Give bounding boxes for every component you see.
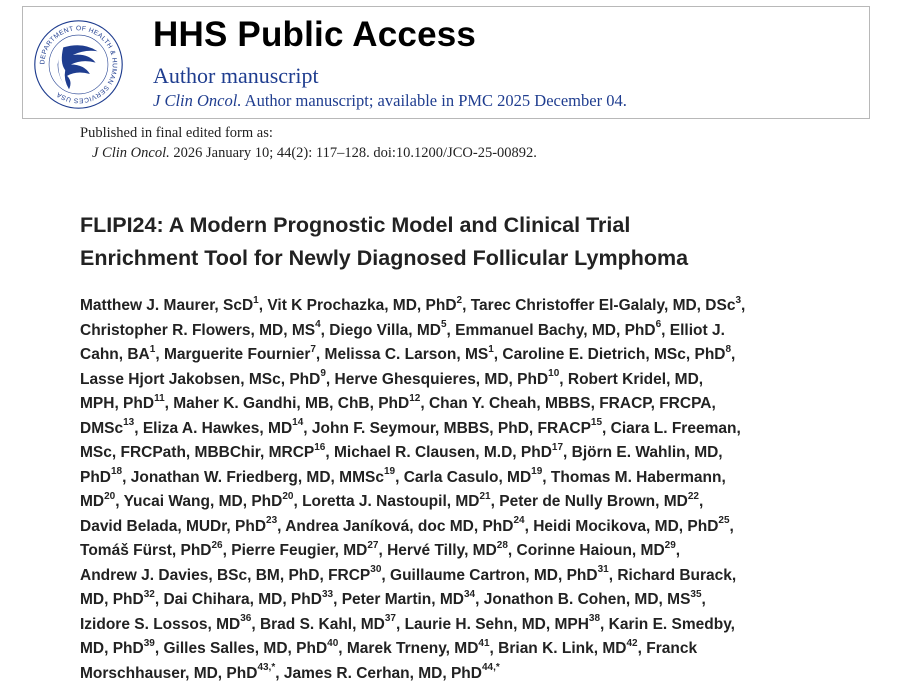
- author-line: [80, 466, 890, 491]
- author-separator: ,: [741, 297, 746, 314]
- author-name: DMSc$^{13}$: [80, 417, 135, 437]
- author-separator: ,: [462, 297, 471, 314]
- affiliation-number: 20: [104, 490, 116, 502]
- author-name: Corinne Haioun, MD$^{29}$: [516, 539, 676, 559]
- affiliation-number: 41: [478, 637, 490, 649]
- author-separator: ,: [222, 542, 232, 559]
- affiliation-number: 9: [320, 368, 326, 380]
- affiliation-number: 32: [143, 588, 155, 600]
- author-name: Caroline E. Dietrich, MSc, PhD$^8$: [502, 343, 732, 363]
- author-line: [80, 441, 890, 466]
- author-name: Chan Y. Cheah, MBBS, FRACP, FRCPA,: [428, 395, 716, 412]
- author-name: Guillaume Cartron, MD, PhD$^{31}$: [390, 564, 609, 584]
- author-separator: ,: [122, 468, 131, 486]
- author-separator: ,: [333, 591, 342, 608]
- author-name: Lasse Hjort Jakobsen, MSc, PhD$^9$: [80, 368, 326, 388]
- author-name: MSc, FRCPath, MBBChir, MRCP$^{16}$: [80, 441, 326, 461]
- affiliation-number: 37: [384, 613, 396, 625]
- author-separator: ,: [507, 542, 517, 559]
- author-separator: ,: [661, 321, 670, 339]
- author-name: Loretta J. Nastoupil, MD$^{21}$: [302, 490, 491, 510]
- author-separator: ,: [446, 321, 456, 339]
- citation-journal: J Clin Oncol.: [92, 145, 170, 161]
- affiliation-number: 6: [655, 319, 662, 331]
- author-line: [80, 662, 890, 687]
- affiliation-number: 12: [409, 392, 421, 404]
- author-name: Richard Burack,: [617, 566, 737, 584]
- affiliation-number: 34: [464, 588, 476, 600]
- author-separator: ,: [395, 468, 404, 486]
- author-line: [80, 319, 890, 344]
- author-separator: ,: [729, 517, 734, 535]
- banner-journal[interactable]: J Clin Oncol.: [153, 91, 242, 110]
- author-name: Ciara L. Freeman,: [610, 419, 741, 437]
- affiliation-number: 1: [149, 343, 156, 355]
- author-name: John F. Seymour, MBBS, PhD, FRACP$^{15}$: [311, 417, 603, 437]
- author-separator: ,: [489, 640, 499, 657]
- author-name: Andrew J. Davies, BSc, BM, PhD, FRCP$^{30}$: [80, 564, 382, 584]
- author-separator: ,: [675, 542, 681, 559]
- banner-availability: [153, 91, 627, 111]
- affiliation-number: 43,*: [257, 662, 276, 674]
- affiliation-number: 8: [725, 343, 732, 355]
- author-separator: ,: [378, 542, 388, 559]
- affiliation-number: 31: [597, 564, 609, 576]
- author-separator: ,: [602, 419, 611, 437]
- affiliation-number: 36: [240, 613, 252, 625]
- citation: [92, 145, 537, 162]
- author-line: [80, 490, 890, 515]
- affiliation-number: 40: [327, 637, 339, 649]
- author-line: [80, 564, 890, 589]
- author-separator: ,: [381, 566, 391, 584]
- affiliation-number: 19: [531, 466, 543, 478]
- author-separator: ,: [420, 395, 429, 412]
- author-list: [80, 294, 890, 686]
- author-separator: ,: [493, 346, 503, 363]
- affiliation-number: 15: [590, 417, 603, 429]
- author-separator: ,: [251, 615, 260, 633]
- author-name: Gilles Salles, MD, PhD$^{40}$: [163, 637, 339, 657]
- author-separator: ,: [164, 395, 174, 412]
- author-name: Heidi Mocikova, MD, PhD$^{25}$: [533, 515, 730, 535]
- author-separator: ,: [475, 591, 484, 608]
- author-separator: ,: [338, 640, 347, 657]
- author-separator: ,: [731, 346, 736, 363]
- author-name: Marguerite Fournier$^7$: [163, 343, 316, 363]
- author-name: Dai Chihara, MD, PhD$^{33}$: [163, 588, 334, 608]
- affiliation-number: 4: [315, 319, 321, 331]
- author-line: [80, 343, 890, 368]
- author-separator: ,: [320, 321, 330, 339]
- affiliation-number: 16: [314, 441, 326, 453]
- author-name: Andrea Janíková, doc MD, PhD$^{24}$: [285, 515, 525, 535]
- author-separator: ,: [154, 591, 164, 608]
- affiliation-number: 25: [718, 515, 730, 527]
- svg-text:DEPARTMENT OF HEALTH & HUMAN S: [39, 25, 118, 104]
- author-name: Izidore S. Lossos, MD$^{36}$: [80, 613, 252, 633]
- author-name: Christopher R. Flowers, MD, $MS^4$: [80, 319, 321, 339]
- affiliation-number: 38: [588, 613, 601, 625]
- affiliation-number: 28: [496, 539, 508, 551]
- hhs-banner: [22, 6, 870, 119]
- author-name: Jonathan W. Friedberg, MD, MMSc$^{19}$: [130, 466, 396, 486]
- banner-title: HHS Public Access: [153, 15, 477, 54]
- author-line: [80, 392, 890, 417]
- author-name: Thomas M. Habermann,: [550, 468, 726, 486]
- banner-subtitle: Author manuscript: [153, 63, 319, 88]
- author-separator: ,: [134, 419, 143, 437]
- author-name: Vit K Prochazka, MD, PhD$^2$: [267, 294, 463, 314]
- author-line: [80, 294, 890, 319]
- affiliation-number: 33: [321, 588, 334, 600]
- affiliation-number: 26: [211, 539, 223, 551]
- author-name: Melissa C. Larson, $MS^1$: [324, 343, 494, 363]
- author-name: Franck: [646, 640, 698, 657]
- author-separator: ,: [637, 640, 647, 657]
- author-name: Pierre Feugier, MD$^{27}$: [231, 539, 379, 559]
- affiliation-number: 18: [111, 466, 123, 478]
- author-name: Hervé Tilly, MD$^{28}$: [387, 539, 508, 559]
- article-title: [80, 209, 880, 275]
- author-separator: ,: [303, 419, 312, 437]
- affiliation-number: 11: [154, 392, 165, 404]
- author-name: Morschhauser, MD, PhD$^{43,*}$: [80, 662, 276, 682]
- author-line: [80, 417, 890, 442]
- author-name: Yucai Wang, MD, PhD$^{20}$: [123, 490, 294, 510]
- author-name: Elliot J.: [669, 321, 725, 339]
- author-name: Matthew J. Maurer, ScD$^1$: [80, 294, 259, 314]
- seal-text: DEPARTMENT OF HEALTH & HUMAN SERVICES USA: [39, 25, 118, 104]
- affiliation-number: 14: [292, 417, 304, 429]
- author-separator: ,: [600, 615, 609, 633]
- author-line: [80, 515, 890, 540]
- author-line: [80, 588, 890, 613]
- author-separator: ,: [395, 615, 405, 633]
- author-separator: ,: [559, 370, 568, 388]
- author-separator: ,: [698, 493, 704, 510]
- affiliation-number: 29: [664, 539, 676, 551]
- author-name: PhD$^{18}$: [80, 466, 123, 486]
- author-separator: ,: [608, 566, 618, 584]
- affiliation-number: 10: [548, 368, 560, 380]
- author-name: Jonathon B. Cohen, MD, MS$^{35}$: [483, 588, 702, 608]
- author-name: MD$^{20}$: [80, 490, 116, 510]
- affiliation-number: 44,*: [481, 662, 500, 674]
- affiliation-number: 42: [626, 637, 638, 649]
- affiliation-number: 20: [282, 490, 294, 502]
- affiliation-number: 5: [440, 319, 447, 331]
- author-separator: ,: [154, 640, 164, 657]
- author-separator: ,: [277, 517, 286, 535]
- author-separator: ,: [325, 444, 334, 461]
- author-separator: ,: [293, 493, 303, 510]
- affiliation-number: 1: [253, 294, 259, 306]
- author-name: James R. Cerhan, MD, PhD$^{44,*}$: [283, 662, 500, 682]
- author-name: Brad S. Kahl, MD$^{37}$: [259, 613, 396, 633]
- affiliation-number: 39: [143, 637, 155, 649]
- author-name: Peter de Nully Brown, MD$^{22}$: [499, 490, 699, 510]
- author-separator: ,: [115, 493, 124, 510]
- author-name: Tarec Christoffer El-Galaly, MD, DSc$^3$: [470, 294, 741, 314]
- author-name: Eliza A. Hawkes, MD$^{14}$: [142, 417, 304, 437]
- affiliation-number: 13: [123, 417, 135, 429]
- author-name: Herve Ghesquieres, MD, PhD$^{10}$: [334, 368, 560, 388]
- author-line: [80, 613, 890, 638]
- author-separator: ,: [155, 346, 164, 363]
- author-name: Emmanuel Bachy, MD, PhD$^6$: [455, 319, 662, 339]
- author-name: Karin E. Smedby,: [608, 615, 735, 633]
- author-line: [80, 539, 890, 564]
- hhs-seal-icon: [31, 17, 126, 112]
- author-separator: ,: [258, 297, 268, 314]
- author-separator: ,: [325, 370, 335, 388]
- affiliation-number: 7: [310, 343, 316, 355]
- affiliation-number: 19: [383, 466, 396, 478]
- author-name: Tomáš Fürst, PhD$^{26}$: [80, 539, 223, 559]
- author-separator: ,: [524, 517, 534, 535]
- author-name: Marek Trneny, MD$^{41}$: [346, 637, 490, 657]
- author-name: MPH, PhD$^{11}$: [80, 392, 165, 412]
- affiliation-number: 1: [488, 343, 494, 355]
- author-separator: ,: [275, 664, 284, 682]
- author-name: Maher K. Gandhi, MB, ChB, PhD$^{12}$: [173, 392, 421, 412]
- author-separator: ,: [490, 493, 500, 510]
- author-name: MD, PhD$^{39}$: [80, 637, 155, 657]
- author-name: Björn E. Wahlin, MD,: [571, 444, 723, 461]
- author-separator: ,: [563, 444, 572, 461]
- affiliation-number: 35: [690, 588, 702, 600]
- author-line: [80, 368, 890, 393]
- affiliation-number: 23: [266, 515, 278, 527]
- author-name: Laurie H. Sehn, MD, MPH$^{38}$: [404, 613, 601, 633]
- affiliation-number: 24: [513, 515, 525, 527]
- published-label: Published in final edited form as:: [80, 125, 273, 141]
- article-title-line: Enrichment Tool for Newly Diagnosed Follicular Lymphoma: [80, 246, 689, 270]
- author-name: MD, PhD$^{32}$: [80, 588, 155, 608]
- banner-availability-text: Author manuscript; available in PMC 2025 December 04.: [241, 91, 627, 110]
- affiliation-number: 30: [370, 564, 382, 576]
- author-name: Michael R. Clausen, M.D, PhD$^{17}$: [333, 441, 564, 461]
- author-name: Cahn, $BA^1$: [80, 343, 156, 363]
- author-separator: ,: [701, 591, 706, 608]
- affiliation-number: 21: [479, 490, 491, 502]
- author-name: David Belada, MUDr, PhD$^{23}$: [80, 515, 278, 535]
- affiliation-number: 2: [456, 294, 463, 306]
- article-title-line: FLIPI24: A Modern Prognostic Model and Clinical Trial: [80, 213, 631, 237]
- affiliation-number: 17: [551, 441, 564, 453]
- author-name: Robert Kridel, MD,: [567, 370, 704, 388]
- author-name: Carla Casulo, MD$^{19}$: [403, 466, 543, 486]
- author-name: Brian K. Link, MD$^{42}$: [498, 637, 638, 657]
- author-separator: ,: [315, 346, 325, 363]
- author-name: Diego Villa, $MD^5$: [329, 319, 447, 339]
- affiliation-number: 27: [367, 539, 379, 551]
- citation-details: 2026 January 10; 44(2): 117–128. doi:10.1200/JCO-25-00892.: [169, 145, 537, 161]
- author-separator: ,: [542, 468, 551, 486]
- affiliation-number: 3: [735, 294, 741, 306]
- author-name: Peter Martin, MD$^{34}$: [341, 588, 476, 608]
- affiliation-number: 22: [687, 490, 699, 502]
- author-line: [80, 637, 890, 662]
